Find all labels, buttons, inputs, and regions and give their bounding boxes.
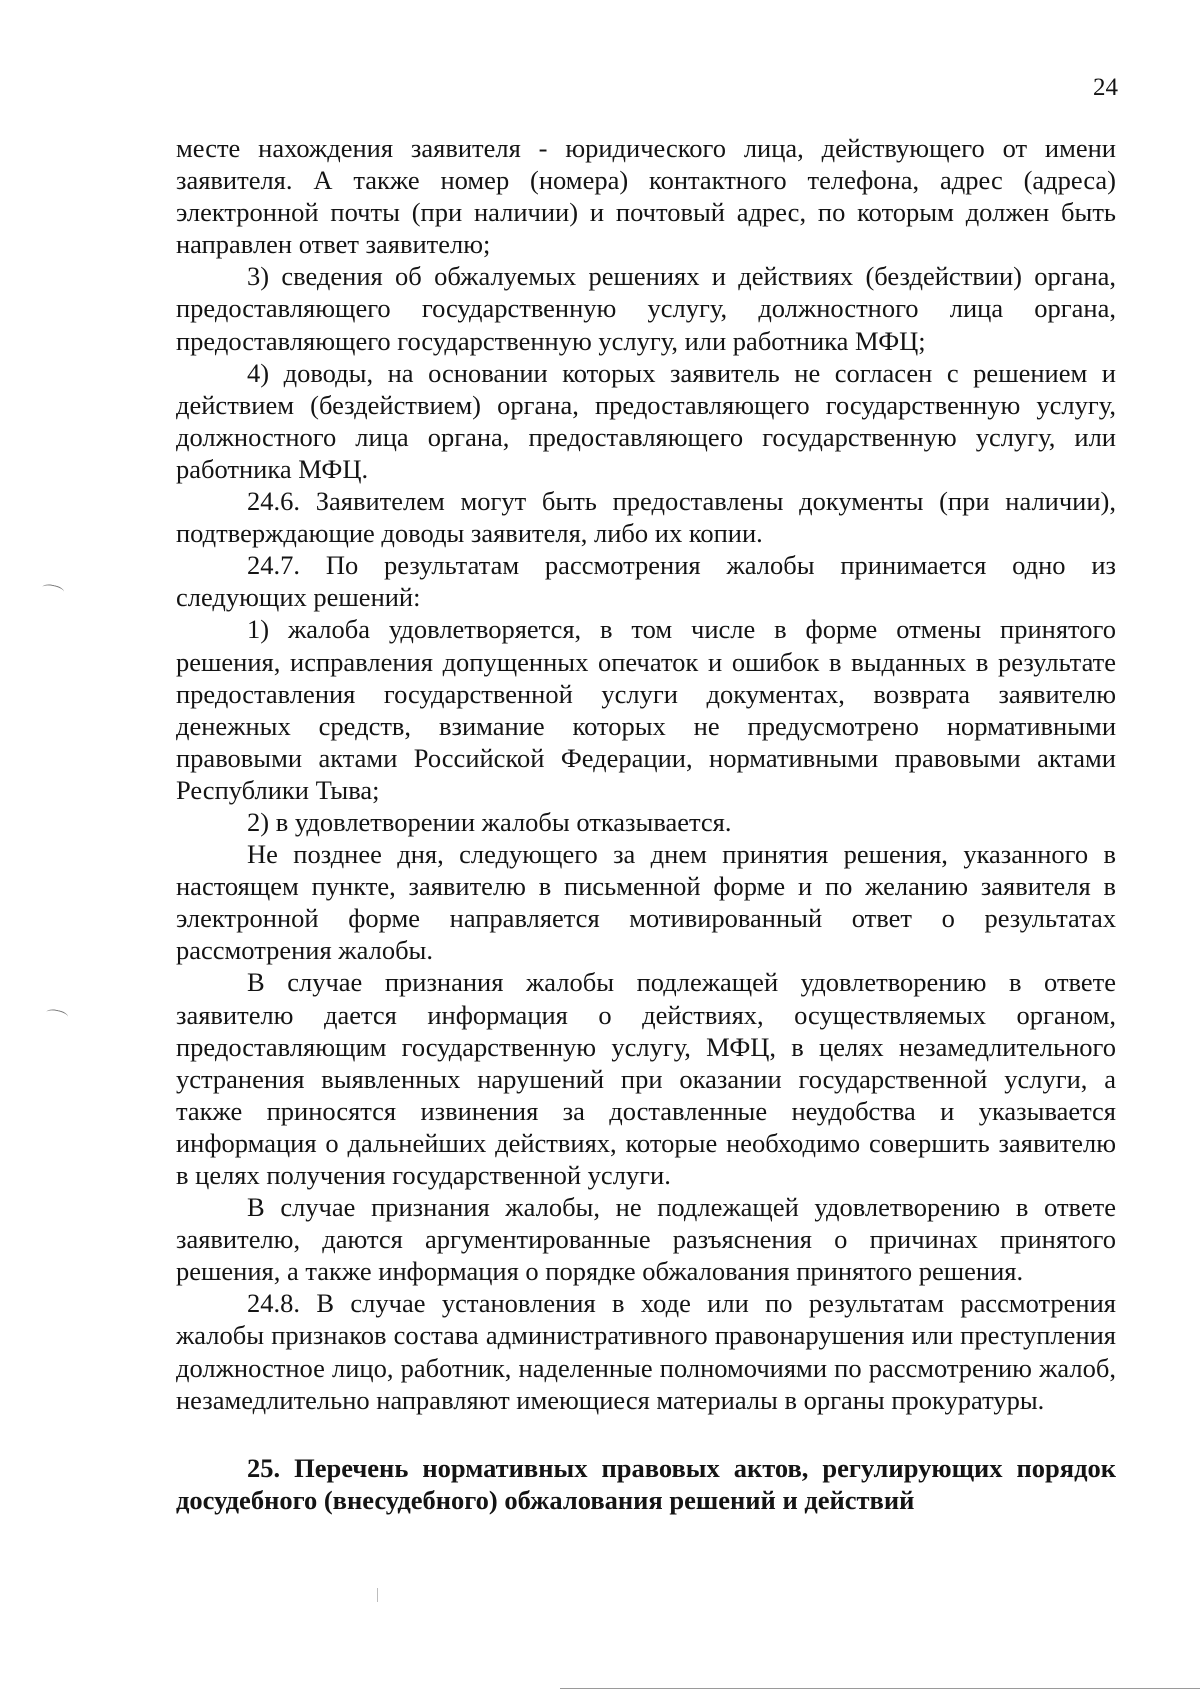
paragraph-24-7: 24.7. По результатам рассмотрения жалобы принимается одно из следующих решений:	[176, 550, 1116, 613]
paragraph-complaint-granted: В случае признания жалобы подлежащей удовлетворению в ответе заявителю дается информация о действиях, осуществляемых органом, предоставляющим государственную услугу, МФЦ, в целях незамедлительного устранения выявленных нарушений при оказании государственной услуги, а также приносятся извинения за доставленные неудобства и указывается информация о дальнейших действиях, которые необходимо совершить заявителю в целях получения государственной услуги.	[176, 967, 1116, 1190]
paragraph-continuation: месте нахождения заявителя - юридического лица, действующего от имени заявителя. А также номер (номера) контактного телефона, адрес (адреса) электронной почты (при наличии) и почтовый адрес, по которым должен быть направлен ответ заявителю;	[176, 133, 1116, 260]
scan-edge-line	[560, 1688, 1200, 1689]
paragraph-decision-1: 1) жалоба удовлетворяется, в том числе в форме отмены принятого решения, исправления допущенных опечаток и ошибок в выданных в результате предоставления государственной услуги документах, возврата заявителю денежных средств, взимание которых не предусмотрено нормативными правовыми актами Российской Федерации, нормативными правовыми актами Республики Тыва;	[176, 614, 1116, 805]
paragraph-item-3: 3) сведения об обжалуемых решениях и действиях (бездействии) органа, предоставляющего государственную услугу, должностного лица органа, предоставляющего государственную услугу, или работника МФЦ;	[176, 261, 1116, 356]
paragraph-decision-2: 2) в удовлетворении жалобы отказывается.	[247, 806, 732, 837]
paragraph-response-deadline: Не позднее дня, следующего за днем принятия решения, указанного в настоящем пункте, заявителю в письменной форме и по желанию заявителя в электронной форме направляется мотивированный ответ о результатах рассмотрения жалобы.	[176, 839, 1116, 966]
paragraph-item-4: 4) доводы, на основании которых заявитель не согласен с решением и действием (бездействием) органа, предоставляющего государственную услугу, должностного лица органа, предоставляющего государственную услугу, или работника МФЦ.	[176, 357, 1116, 484]
paragraph-24-8: 24.8. В случае установления в ходе или по результатам рассмотрения жалобы признаков состава административного правонарушения или преступления должностное лицо, работник, наделенные полномочиями по рассмотрению жалоб, незамедлительно направляют имеющиеся материалы в органы прокуратуры.	[176, 1288, 1116, 1415]
scan-mark	[45, 1008, 68, 1021]
document-body	[176, 132, 1116, 1516]
scan-mark	[377, 1588, 378, 1602]
page-number: 24	[1093, 74, 1118, 101]
scan-mark	[41, 583, 64, 596]
section-heading: 25. Перечень нормативных правовых актов, регулирующих порядок досудебного (внесудебного) обжалования решений и действий	[176, 1452, 1116, 1515]
paragraph-24-6: 24.6. Заявителем могут быть предоставлены документы (при наличии), подтверждающие доводы заявителя, либо их копии.	[176, 486, 1116, 549]
paragraph-complaint-rejected: В случае признания жалобы, не подлежащей удовлетворению в ответе заявителю, даются аргументированные разъяснения о причинах принятого решения, а также информация о порядке обжалования принятого решения.	[176, 1192, 1116, 1287]
